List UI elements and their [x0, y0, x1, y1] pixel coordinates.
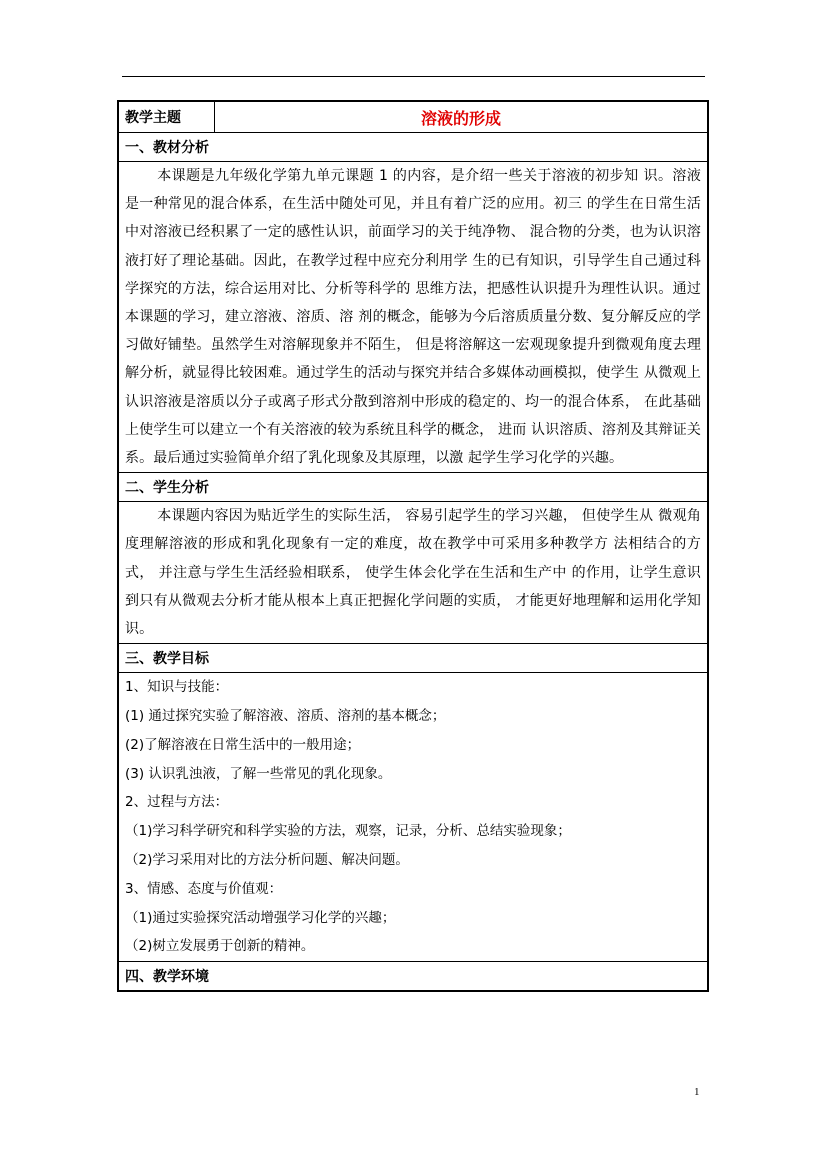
- student-analysis-cell: [118, 502, 708, 644]
- objective-line: 3、情感、态度与价值观：: [125, 880, 283, 897]
- objective-line: （1)学习科学研究和科学实验的方法，观察，记录，分析、总结实验现象；: [125, 823, 571, 840]
- objective-line: (2)了解溶液在日常生活中的一般用途；: [125, 736, 361, 753]
- section-heading-objectives: 三、教学目标: [118, 644, 708, 673]
- header-rule: [122, 76, 705, 77]
- lesson-title: 溶液的形成: [215, 101, 709, 133]
- objective-line: （1)通过实验探究活动增强学习化学的兴趣；: [125, 909, 396, 926]
- page-number: 1: [694, 1086, 700, 1098]
- subject-label: 教学主题: [118, 101, 215, 133]
- materials-analysis-text: 本课题是九年级化学第九单元课题 1 的内容，是介绍一些关于溶液的初步知 识。溶液是一种常见的混合体系，在生活中随处可见，并且有着广泛的应用。初三 的学生在日常生活中对溶液已经积累了一定的感性认识，前面学习的关于纯净物、 混合物的分类，也为认识溶液打好了理论基础。因此，在教学过程中应充分利用学 生的已有知识，引导学生自己通过科学探究的方法，综合运用对比、分析等科学的 思维方法，把感性认识提升为理性认识。通过本课题的学习，建立溶液、溶质、溶 剂的概念，能够为今后溶质质量分数、复分解反应的学习做好铺垫。虽然学生对溶解现象并不陌生， 但是将溶解这一宏观现象提升到微观角度去理 解分析，就显得比较困难。通过学生的活动与探究并结合多媒体动画模拟，使学生 从微观上认识溶液是溶质以分子或离子形式分散到溶剂中形成的稳定的、均一的混合体系， 在此基础上使学生可以建立一个有关溶液的较为系统且科学的概念， 进而 认识溶质、溶剂及其辩证关系。最后通过实验简单介绍了乳化现象及其原理，以激 起学生学习化学的兴趣。: [125, 168, 701, 467]
- objective-line: (1) 通过探究实验了解溶液、溶质、溶剂的基本概念；: [125, 708, 446, 725]
- student-analysis-text: 本课题内容因为贴近学生的实际生活， 容易引起学生的学习兴趣， 但使学生从 微观角度理解溶液的形成和乳化现象有一定的难度，故在教学中可采用多种教学方 法相结合的方式， 并注意与学生生活经验相联系， 使学生体会化学在生活和生产中 的作用，让学生意识到只有从微观去分析才能从根本上真正把握化学问题的实质， 才能更好地理解和运用化学知识。: [125, 508, 701, 638]
- materials-analysis-cell: [118, 162, 708, 473]
- objective-line: （2)树立发展勇于创新的精神。: [125, 938, 315, 955]
- objective-line: （2)学习采用对比的方法分析问题、解决问题。: [125, 852, 409, 869]
- objective-line: (3) 认识乳浊液，了解一些常见的乳化现象。: [125, 765, 392, 782]
- objectives-cell: [118, 673, 708, 962]
- objective-line: 1、知识与技能：: [125, 679, 229, 696]
- section-heading-materials: 一、教材分析: [118, 133, 708, 162]
- section-heading-environment: 四、教学环境: [118, 962, 708, 992]
- title-row: [118, 101, 708, 133]
- objective-line: 2、过程与方法：: [125, 794, 229, 811]
- lesson-plan-table: [117, 100, 709, 992]
- section-heading-students: 二、学生分析: [118, 473, 708, 502]
